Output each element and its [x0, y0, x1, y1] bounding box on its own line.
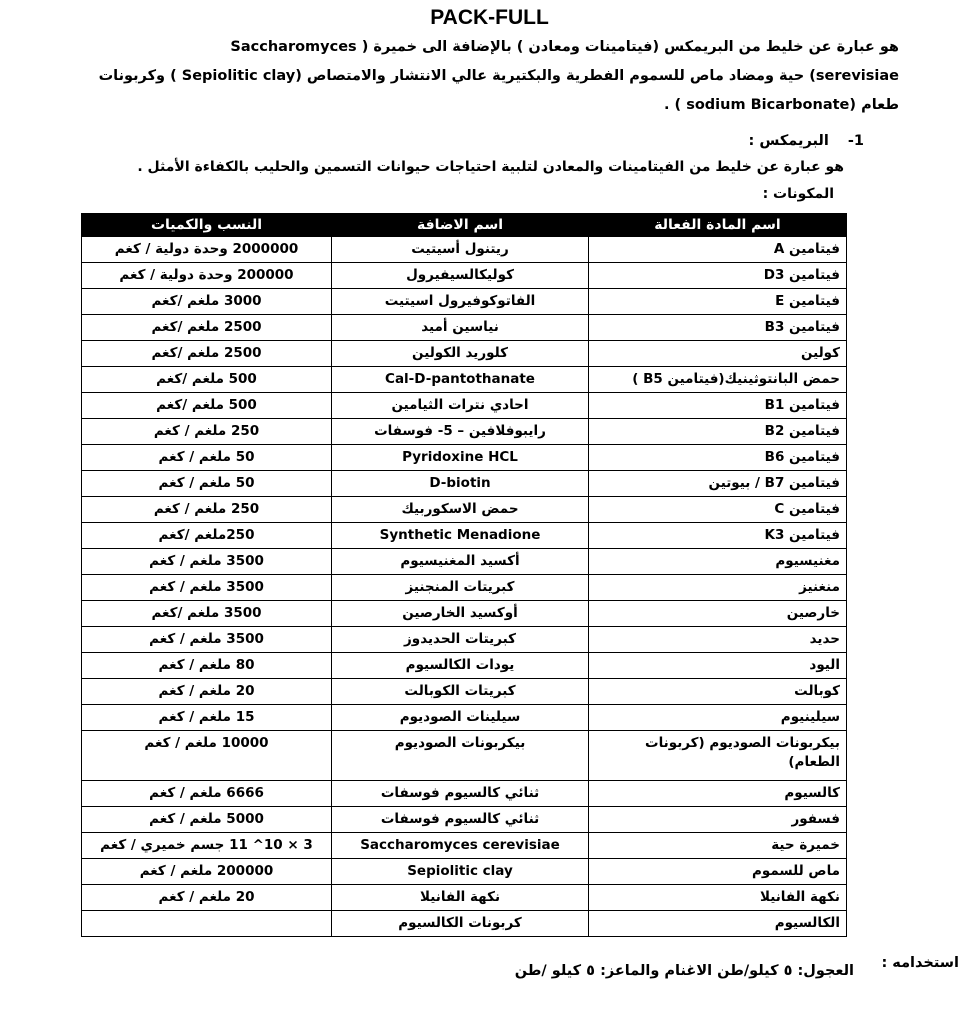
table-row — [82, 731, 847, 781]
premix-description: هو عبارة عن خليط من الفيتامينات والمعادن لتلبية احتياجات حيوانات التسمين والحليب بالكفاءة الأمثل . — [137, 159, 844, 175]
cell-active-ingredient: فيتامين B2 — [589, 419, 847, 445]
cell-amount: 500 ملغم /كغم — [82, 393, 332, 419]
cell-amount: 20 ملغم / كغم — [82, 679, 332, 705]
cell-additive-name: أوكسيد الخارصين — [332, 601, 589, 627]
cell-additive-name: Saccharomyces cerevisiae — [332, 833, 589, 859]
cell-active-ingredient: كالسيوم — [589, 781, 847, 807]
cell-active-ingredient: منغنيز — [589, 575, 847, 601]
table-row — [82, 497, 847, 523]
table-row — [82, 705, 847, 731]
table-row — [82, 653, 847, 679]
table-row — [82, 367, 847, 393]
cell-additive-name: Sepiolitic clay — [332, 859, 589, 885]
cell-active-ingredient: فيتامين B6 — [589, 445, 847, 471]
cell-amount: 20 ملغم / كغم — [82, 885, 332, 911]
table-row — [82, 911, 847, 937]
table-row — [82, 393, 847, 419]
cell-additive-name: احادي نترات الثيامين — [332, 393, 589, 419]
cell-active-ingredient: اليود — [589, 653, 847, 679]
cell-additive-name: بيكربونات الصوديوم — [332, 731, 589, 781]
cell-amount: 250 ملغم / كغم — [82, 419, 332, 445]
table-row — [82, 575, 847, 601]
table-row — [82, 627, 847, 653]
cell-active-ingredient: نكهة الفانيلا — [589, 885, 847, 911]
cell-active-ingredient: حمض البانتوثينيك(فيتامين B5 ) — [589, 367, 847, 393]
table-row — [82, 237, 847, 263]
cell-additive-name: كربونات الكالسيوم — [332, 911, 589, 937]
cell-additive-name: D-biotin — [332, 471, 589, 497]
cell-additive-name: ريتنول أسيتيت — [332, 237, 589, 263]
cell-additive-name: حمض الاسكوربيك — [332, 497, 589, 523]
cell-active-ingredient: فيتامين B3 — [589, 315, 847, 341]
cell-additive-name: ثنائي كالسيوم فوسفات — [332, 807, 589, 833]
cell-amount: 80 ملغم / كغم — [82, 653, 332, 679]
cell-amount: 2500 ملغم /كغم — [82, 341, 332, 367]
cell-active-ingredient: بيكربونات الصوديوم (كربونات الطعام) — [589, 731, 847, 781]
table-row — [82, 289, 847, 315]
cell-amount: 500 ملغم /كغم — [82, 367, 332, 393]
table-row — [82, 679, 847, 705]
table-row — [82, 471, 847, 497]
cell-additive-name: الفاتوكوفيرول اسيتيت — [332, 289, 589, 315]
cell-active-ingredient: خميرة حية — [589, 833, 847, 859]
cell-amount: 50 ملغم / كغم — [82, 445, 332, 471]
intro-paragraph — [79, 33, 899, 120]
cell-active-ingredient: فيتامين K3 — [589, 523, 847, 549]
cell-active-ingredient: حديد — [589, 627, 847, 653]
cell-amount: 200000 ملغم / كغم — [82, 859, 332, 885]
cell-additive-name: كبريتات الكوبالت — [332, 679, 589, 705]
cell-additive-name: كلوريد الكولين — [332, 341, 589, 367]
cell-additive-name: أكسيد المغنيسيوم — [332, 549, 589, 575]
cell-amount: 250 ملغم / كغم — [82, 497, 332, 523]
components-label: المكونات : — [762, 186, 834, 202]
cell-additive-name: نكهة الفانيلا — [332, 885, 589, 911]
table-row — [82, 807, 847, 833]
cell-additive-name: نياسين أميد — [332, 315, 589, 341]
header-active-ingredient: اسم المادة الفعالة — [589, 214, 847, 237]
cell-active-ingredient: سيلينيوم — [589, 705, 847, 731]
intro-line: serevisiae) حية ومضاد ماص للسموم الفطرية والبكتيرية عالي الانتشار والامتصاص (Sepiolitic clay ) وكربونات — [98, 68, 899, 84]
cell-amount: 3500 ملغم / كغم — [82, 549, 332, 575]
section-title: البريمكس : — [748, 133, 829, 149]
usage-label: استخدامه : — [881, 955, 959, 971]
cell-amount: 5000 ملغم / كغم — [82, 807, 332, 833]
cell-additive-name: كبريتات المنجنيز — [332, 575, 589, 601]
cell-additive-name: ثنائي كالسيوم فوسفات — [332, 781, 589, 807]
cell-active-ingredient: فيتامين D3 — [589, 263, 847, 289]
cell-additive-name: Synthetic Menadione — [332, 523, 589, 549]
cell-amount: 3 × 10^ 11 جسم خميري / كغم — [82, 833, 332, 859]
table-row — [82, 781, 847, 807]
cell-amount: 3500 ملغم / كغم — [82, 627, 332, 653]
cell-additive-name: Pyridoxine HCL — [332, 445, 589, 471]
cell-active-ingredient: الكالسيوم — [589, 911, 847, 937]
section-number: -1 — [847, 133, 864, 149]
table-header-row — [82, 214, 847, 237]
table-row — [82, 549, 847, 575]
cell-amount: 3000 ملغم /كغم — [82, 289, 332, 315]
table-row — [82, 445, 847, 471]
cell-active-ingredient: ماص للسموم — [589, 859, 847, 885]
table-row — [82, 341, 847, 367]
cell-active-ingredient: مغنيسيوم — [589, 549, 847, 575]
cell-active-ingredient: كولين — [589, 341, 847, 367]
cell-active-ingredient: فسفور — [589, 807, 847, 833]
cell-amount: 50 ملغم / كغم — [82, 471, 332, 497]
cell-amount: 15 ملغم / كغم — [82, 705, 332, 731]
table-row — [82, 315, 847, 341]
cell-active-ingredient: فيتامين B1 — [589, 393, 847, 419]
intro-line: هو عبارة عن خليط من البريمكس (فيتامينات ومعادن ) بالإضافة الى خميرة ( Saccharomyces — [230, 39, 899, 55]
intro-line: طعام (sodium Bicarbonate ) . — [663, 97, 899, 113]
cell-active-ingredient: فيتامين A — [589, 237, 847, 263]
cell-amount: 3500 ملغم /كغم — [82, 601, 332, 627]
cell-amount: 6666 ملغم / كغم — [82, 781, 332, 807]
cell-additive-name: سيلينات الصوديوم — [332, 705, 589, 731]
cell-additive-name: يودات الكالسيوم — [332, 653, 589, 679]
cell-active-ingredient: خارصين — [589, 601, 847, 627]
cell-amount: 2000000 وحدة دولية / كغم — [82, 237, 332, 263]
table-row — [82, 419, 847, 445]
table-row — [82, 859, 847, 885]
cell-additive-name: كوليكالسيفيرول — [332, 263, 589, 289]
page-title: PACK-FULL — [430, 6, 549, 29]
cell-amount: 3500 ملغم / كغم — [82, 575, 332, 601]
cell-additive-name: رايبوفلافين – 5- فوسفات — [332, 419, 589, 445]
usage-text: العجول: ٥ كيلو/طن الاغنام والماعز: ٥ كيلو /طن — [514, 963, 854, 979]
components-table — [81, 213, 847, 937]
cell-active-ingredient: فيتامين C — [589, 497, 847, 523]
table-row — [82, 833, 847, 859]
cell-amount: 10000 ملغم / كغم — [82, 731, 332, 781]
cell-active-ingredient: فيتامين B7 / بيوتين — [589, 471, 847, 497]
cell-amount: 2500 ملغم /كغم — [82, 315, 332, 341]
cell-amount — [82, 911, 332, 937]
cell-active-ingredient: فيتامين E — [589, 289, 847, 315]
cell-additive-name: Cal-D-pantothanate — [332, 367, 589, 393]
cell-amount: 250ملغم /كغم — [82, 523, 332, 549]
header-amounts: النسب والكميات — [82, 214, 332, 237]
table-body — [82, 237, 847, 937]
cell-active-ingredient: كوبالت — [589, 679, 847, 705]
cell-additive-name: كبريتات الحديدوز — [332, 627, 589, 653]
header-additive-name: اسم الاضافة — [332, 214, 589, 237]
section-heading — [749, 133, 864, 149]
table-row — [82, 885, 847, 911]
table-row — [82, 523, 847, 549]
cell-amount: 200000 وحدة دولية / كغم — [82, 263, 332, 289]
table-row — [82, 601, 847, 627]
table-row — [82, 263, 847, 289]
